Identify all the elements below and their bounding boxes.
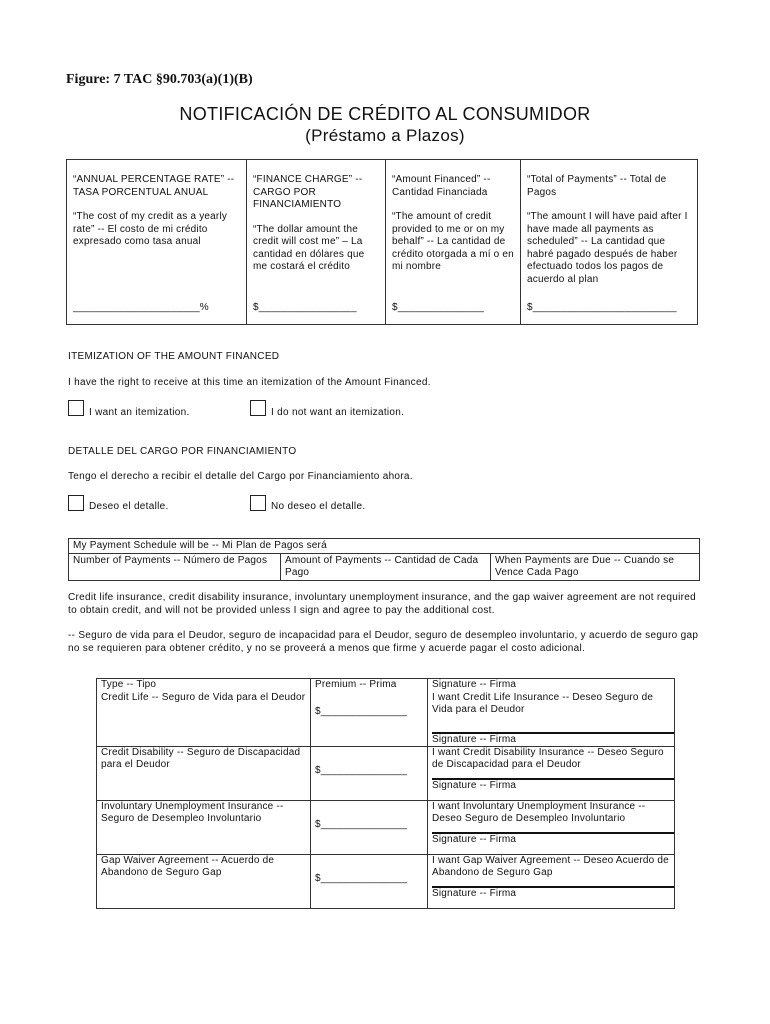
schedule-col-number: Number of Payments -- Número de Pagos [69, 554, 281, 581]
want-text: I want Credit Life Insurance -- Deseo Seguro de Vida para el Deudor [432, 691, 654, 715]
want-text: I want Involuntary Unemployment Insurance -- Deseo Seguro de Desempleo Involuntario [432, 800, 646, 824]
signature-label: Signature -- Firma [432, 887, 517, 899]
amount-financed-cell [386, 160, 521, 324]
ins-signature-cell [428, 854, 675, 908]
ins-signature-cell [428, 800, 675, 854]
apr-description: “The cost of my credit as a yearly rate” -- El costo de mi crédito expresado como tasa anual [73, 211, 228, 247]
amount-financed-heading: “Amount Financed” -- Cantidad Financiada [392, 174, 491, 198]
page-title: NOTIFICACIÓN DE CRÉDITO AL CONSUMIDOR [179, 104, 591, 124]
detalle-yes-checkbox[interactable] [68, 495, 84, 511]
insurance-table [96, 678, 675, 909]
premium-blank[interactable]: $_______________ [315, 764, 408, 776]
finance-charge-blank[interactable]: $_________________ [253, 302, 357, 313]
ins-type-unemployment: Involuntary Unemployment Insurance -- Seguro de Desempleo Involuntario [97, 800, 311, 854]
schedule-col-amount: Amount of Payments -- Cantidad de Cada Pago [281, 554, 491, 581]
itemization-statement: I have the right to receive at this time an itemization of the Amount Financed. [68, 377, 431, 388]
table-row [97, 854, 675, 908]
signature-label: Signature -- Firma [432, 733, 517, 745]
ins-header-type: Type -- Tipo [97, 679, 311, 692]
page-subtitle: (Préstamo a Plazos) [305, 126, 465, 145]
ins-type-gap-waiver: Gap Waiver Agreement -- Acuerdo de Abandono de Seguro Gap [97, 854, 311, 908]
amount-financed-description: “The amount of credit provided to me or on my behalf” -- La cantidad de crédito otorgada a mí o en mi nombre [392, 211, 514, 272]
itemization-heading: ITEMIZATION OF THE AMOUNT FINANCED [68, 351, 280, 362]
ins-signature-cell [428, 692, 675, 747]
total-payments-blank[interactable]: $_________________________ [527, 302, 677, 313]
detalle-yes-label: Deseo el detalle. [89, 501, 169, 512]
schedule-col-due: When Payments are Due -- Cuando se Vence Cada Pago [491, 554, 700, 581]
ins-premium-cell [311, 746, 428, 800]
apr-cell [67, 160, 247, 324]
ins-header-signature: Signature -- Firma [428, 679, 675, 692]
figure-reference: Figure: 7 TAC §90.703(a)(1)(B) [66, 72, 253, 87]
payment-schedule-table [68, 538, 700, 581]
premium-blank[interactable]: $_______________ [315, 818, 408, 830]
want-text: I want Gap Waiver Agreement -- Deseo Acuerdo de Abandono de Seguro Gap [432, 854, 669, 878]
ins-type-credit-disability: Credit Disability -- Seguro de Discapacidad para el Deudor [97, 746, 311, 800]
total-payments-heading: “Total of Payments” -- Total de Pagos [527, 174, 667, 198]
ins-premium-cell [311, 692, 428, 747]
table-row [97, 746, 675, 800]
ins-premium-cell [311, 800, 428, 854]
detalle-no-checkbox[interactable] [250, 495, 266, 511]
table-row [97, 800, 675, 854]
insurance-notice-spanish: -- Seguro de vida para el Deudor, seguro de incapacidad para el Deudor, seguro de desempleo involuntario, y acuerdo de seguro gap no se requieren para obtener crédito, y no se proveerá a menos que firme y acuerde pagar el costo adicional. [68, 630, 699, 654]
itemization-no-label: I do not want an itemization. [271, 407, 405, 418]
ins-header-premium: Premium -- Prima [311, 679, 428, 692]
ins-type-credit-life: Credit Life -- Seguro de Vida para el Deudor [97, 692, 311, 747]
ins-premium-cell [311, 854, 428, 908]
total-payments-description: “The amount I will have paid after I have made all payments as scheduled” -- La cantidad que habré pagado después de haber efectuado todos los pagos de acuerdo al plan [527, 211, 688, 285]
itemization-yes-label: I want an itemization. [89, 407, 190, 418]
finance-charge-description: “The dollar amount the credit will cost me” – La cantidad en dólares que me costará el crédito [253, 223, 365, 272]
signature-label: Signature -- Firma [432, 779, 517, 791]
signature-label: Signature -- Firma [432, 833, 517, 845]
detalle-no-label: No deseo el detalle. [271, 501, 366, 512]
itemization-yes-checkbox[interactable] [68, 400, 84, 416]
table-row [97, 692, 675, 747]
amount-financed-blank[interactable]: $_______________ [392, 302, 485, 313]
finance-charge-heading: “FINANCE CHARGE” -- CARGO POR FINANCIAMIENTO [253, 174, 363, 210]
detalle-heading: DETALLE DEL CARGO POR FINANCIAMIENTO [68, 446, 297, 457]
premium-blank[interactable]: $_______________ [315, 705, 408, 717]
detalle-statement: Tengo el derecho a recibir el detalle del Cargo por Financiamiento ahora. [68, 471, 413, 482]
disclosure-box [66, 159, 698, 325]
finance-charge-cell [247, 160, 386, 324]
ins-signature-cell [428, 746, 675, 800]
insurance-notice-english: Credit life insurance, credit disability insurance, involuntary unemployment insurance, and the gap waiver agreement are not required to obtain credit, and will not be provided unless I sign and agree to pay the additional cost. [68, 592, 696, 616]
schedule-title: My Payment Schedule will be -- Mi Plan de Pagos será [69, 539, 700, 554]
want-text: I want Credit Disability Insurance -- Deseo Seguro de Discapacidad para el Deudor [432, 746, 664, 770]
apr-heading: “ANNUAL PERCENTAGE RATE” -- TASA PORCENTUAL ANUAL [73, 174, 235, 198]
itemization-no-checkbox[interactable] [250, 400, 266, 416]
total-payments-cell [521, 160, 697, 324]
premium-blank[interactable]: $_______________ [315, 872, 408, 884]
apr-blank[interactable]: ______________________% [73, 302, 209, 313]
